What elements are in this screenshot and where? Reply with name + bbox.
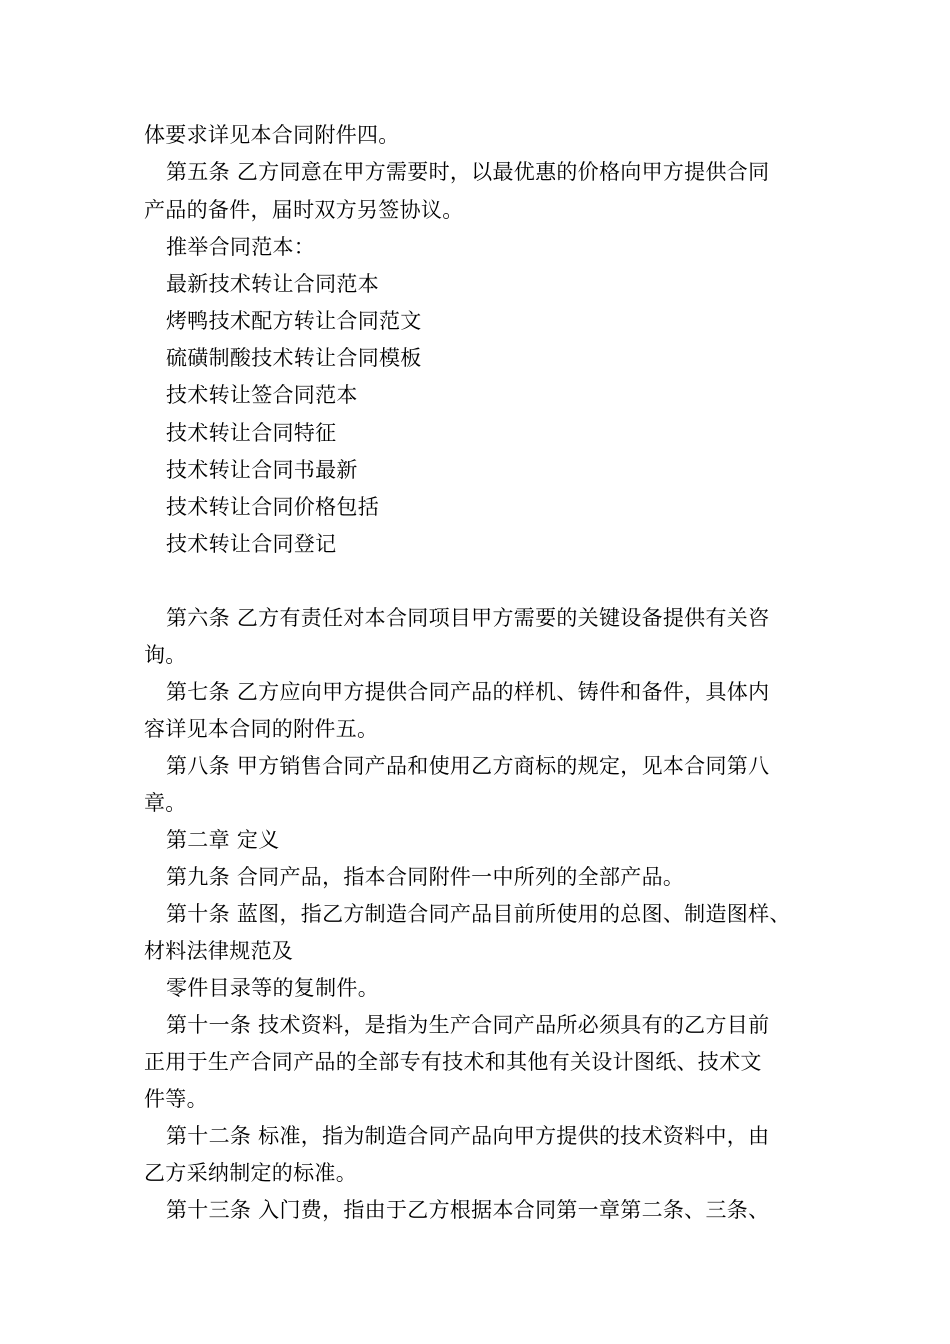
recommended-template-item: 硫磺制酸技术转让合同模板 — [166, 346, 422, 370]
clause-9-line: 第九条 合同产品，指本合同附件一中所列的全部产品。 — [166, 865, 685, 889]
clause-5-line-2: 产品的备件，届时双方另签协议。 — [144, 198, 464, 222]
text-line: 体要求详见本合同附件四。 — [144, 123, 400, 147]
clause-8-line-2: 章。 — [144, 791, 187, 815]
recommended-template-item: 技术转让合同登记 — [166, 532, 337, 556]
recommended-template-item: 技术转让合同书最新 — [166, 458, 358, 482]
clause-11-line-1: 第十一条 技术资料，是指为生产合同产品所必须具有的乙方目前 — [166, 1013, 770, 1037]
clause-12-line-2: 乙方采纳制定的标准。 — [144, 1161, 357, 1185]
clause-7-line-2: 容详见本合同的附件五。 — [144, 717, 379, 741]
clause-6-line-2: 询。 — [144, 643, 187, 667]
clause-11-line-3: 件等。 — [144, 1087, 208, 1111]
clause-13-line-1: 第十三条 入门费，指由于乙方根据本合同第一章第二条、三条、 — [166, 1198, 770, 1222]
clause-7-line-1: 第七条 乙方应向甲方提供合同产品的样机、铸件和备件，具体内 — [166, 680, 770, 704]
recommended-template-item: 技术转让合同特征 — [166, 421, 337, 445]
recommended-template-item: 技术转让合同价格包括 — [166, 495, 379, 519]
chapter-2-heading: 第二章 定义 — [166, 828, 280, 852]
clause-12-line-1: 第十二条 标准，指为制造合同产品向甲方提供的技术资料中，由 — [166, 1124, 770, 1148]
clause-5-line-1: 第五条 乙方同意在甲方需要时，以最优惠的价格向甲方提供合同 — [166, 160, 770, 184]
clause-8-line-1: 第八条 甲方销售合同产品和使用乙方商标的规定，见本合同第八 — [166, 754, 770, 778]
clause-11-line-2: 正用于生产合同产品的全部专有技术和其他有关设计图纸、技术文 — [144, 1050, 762, 1074]
recommended-template-item: 烤鸭技术配方转让合同范文 — [166, 309, 422, 333]
clause-10-line-3: 零件目录等的复制件。 — [166, 976, 379, 1000]
recommended-template-item: 技术转让签合同范本 — [166, 383, 358, 407]
recommended-template-item: 最新技术转让合同范本 — [166, 272, 379, 296]
clause-6-line-1: 第六条 乙方有责任对本合同项目甲方需要的关键设备提供有关咨 — [166, 606, 770, 630]
recommended-templates-heading: 推举合同范本： — [166, 235, 316, 259]
clause-10-line-2: 材料法律规范及 — [144, 939, 294, 963]
clause-10-line-1: 第十条 蓝图，指乙方制造合同产品目前所使用的总图、制造图样、 — [166, 902, 791, 926]
